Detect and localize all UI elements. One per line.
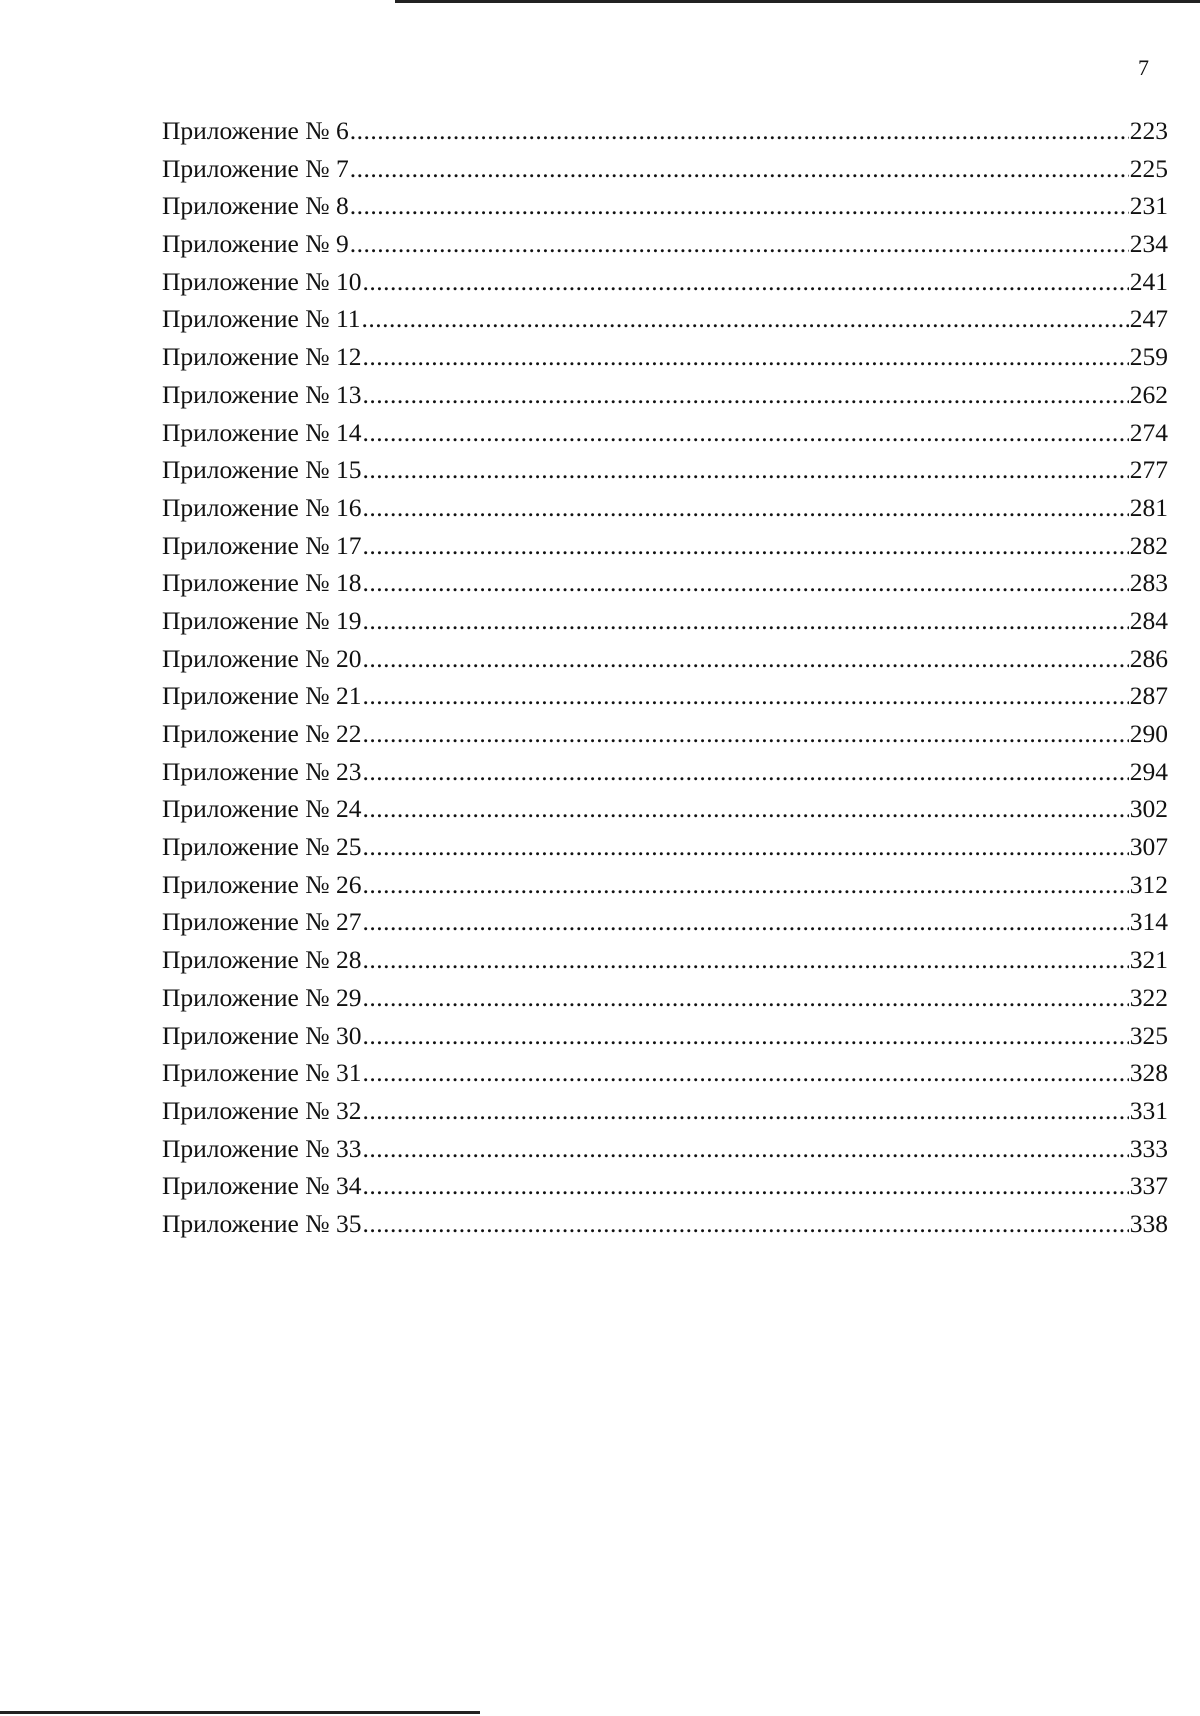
toc-dot-leader [362, 263, 1128, 301]
toc-entry [162, 225, 1168, 263]
toc-entry-label: Приложение № 19 [162, 605, 362, 635]
toc-entry [162, 602, 1168, 640]
toc-entry-label: Приложение № 16 [162, 492, 362, 522]
toc-entry [162, 828, 1168, 866]
toc-dot-leader [362, 489, 1128, 527]
toc-entry-page: 282 [1129, 530, 1168, 560]
toc-entry-label: Приложение № 22 [162, 719, 362, 748]
toc-dot-leader [362, 1167, 1128, 1205]
toc-entry [162, 1205, 1168, 1243]
toc-entry-label: Приложение № 20 [162, 643, 362, 673]
toc-entry-page: 338 [1129, 1208, 1168, 1238]
toc-entry-page: 328 [1129, 1058, 1168, 1088]
toc-entry-page: 259 [1129, 342, 1168, 372]
toc-entry-page: 281 [1129, 492, 1168, 522]
toc-entry-page: 314 [1129, 907, 1168, 937]
toc-entry-label: Приложение № 24 [162, 794, 362, 824]
toc-entry-page: 325 [1129, 1020, 1168, 1050]
toc-dot-leader [362, 866, 1128, 904]
toc-dot-leader [362, 979, 1128, 1017]
toc-entry [162, 866, 1168, 904]
toc-entry-page: 290 [1129, 719, 1168, 748]
toc-entry-page: 307 [1129, 832, 1168, 862]
toc-entry [162, 715, 1168, 753]
toc-entry-label: Приложение № 29 [162, 982, 362, 1012]
toc-entry-label: Приложение № 6 [162, 116, 349, 145]
toc-dot-leader [362, 828, 1128, 866]
toc-entry [162, 489, 1168, 527]
toc-entry [162, 1017, 1168, 1055]
toc-entry-page: 241 [1129, 266, 1168, 296]
toc-dot-leader [362, 338, 1128, 376]
toc-dot-leader [362, 1017, 1128, 1055]
toc-dot-leader [362, 1205, 1128, 1243]
toc-entry-page: 321 [1129, 945, 1168, 975]
toc-entry-page: 287 [1129, 681, 1168, 711]
toc-entry-page: 225 [1129, 153, 1168, 183]
toc-entry [162, 527, 1168, 565]
toc-entry-page: 312 [1129, 869, 1168, 899]
toc-entry-label: Приложение № 13 [162, 379, 362, 409]
toc-entry-page: 337 [1129, 1171, 1168, 1201]
toc-entry-label: Приложение № 9 [162, 229, 349, 259]
toc-entry-label: Приложение № 27 [162, 907, 362, 937]
toc-entry-page: 286 [1129, 643, 1168, 673]
toc-entry-page: 231 [1129, 191, 1168, 221]
toc-dot-leader [362, 640, 1128, 678]
toc-entry-label: Приложение № 12 [162, 342, 362, 372]
toc-entry-page: 234 [1129, 229, 1168, 259]
toc-entry [162, 1092, 1168, 1130]
toc-entry [162, 1130, 1168, 1168]
toc-entry-label: Приложение № 26 [162, 869, 362, 899]
toc-entry-page: 322 [1129, 982, 1168, 1012]
toc-dot-leader [350, 187, 1129, 225]
toc-entry [162, 112, 1168, 150]
toc-entry-page: 277 [1129, 455, 1168, 485]
toc-entry-label: Приложение № 30 [162, 1020, 362, 1050]
toc-entry [162, 979, 1168, 1017]
toc-entry [162, 187, 1168, 225]
toc-entry-label: Приложение № 17 [162, 530, 362, 560]
toc-dot-leader [362, 414, 1128, 452]
toc-dot-leader [362, 602, 1128, 640]
toc-dot-leader [362, 1054, 1128, 1092]
toc-entry-label: Приложение № 25 [162, 832, 362, 862]
toc-dot-leader [362, 527, 1128, 565]
toc-entry-label: Приложение № 18 [162, 568, 362, 598]
toc-entry-page: 274 [1129, 417, 1168, 447]
toc-entry-label: Приложение № 14 [162, 417, 362, 447]
toc-entry [162, 640, 1168, 678]
toc-entry-label: Приложение № 32 [162, 1095, 362, 1125]
toc-dot-leader [362, 715, 1128, 753]
toc-entry [162, 263, 1168, 301]
toc-dot-leader [362, 941, 1128, 979]
toc-dot-leader [350, 150, 1129, 188]
toc-entry [162, 338, 1168, 376]
toc-entry-label: Приложение № 23 [162, 756, 362, 786]
toc-entry-page: 294 [1129, 756, 1168, 786]
toc-dot-leader [362, 300, 1129, 338]
toc-entry [162, 790, 1168, 828]
toc-entry-label: Приложение № 33 [162, 1133, 362, 1163]
toc-dot-leader [362, 451, 1128, 489]
toc-entry-label: Приложение № 35 [162, 1208, 362, 1238]
toc-dot-leader [362, 790, 1128, 828]
toc-dot-leader [350, 112, 1129, 150]
toc-entry-label: Приложение № 28 [162, 945, 362, 975]
toc-entry [162, 300, 1168, 338]
toc-entry [162, 414, 1168, 452]
bottom-edge-rule [0, 1711, 480, 1714]
toc-dot-leader [362, 903, 1128, 941]
toc-entry-label: Приложение № 34 [162, 1171, 362, 1201]
toc-entry [162, 150, 1168, 188]
toc-entry-label: Приложение № 11 [162, 304, 361, 334]
toc-entry-label: Приложение № 8 [162, 191, 349, 221]
toc-entry-label: Приложение № 15 [162, 455, 362, 485]
toc-entry-page: 283 [1129, 568, 1168, 598]
toc-entry-label: Приложение № 21 [162, 681, 362, 711]
toc-entry-page: 333 [1129, 1133, 1168, 1163]
toc-entry-label: Приложение № 7 [162, 153, 349, 183]
toc-entry [162, 903, 1168, 941]
toc-entry-page: 262 [1129, 379, 1168, 409]
toc-entry-label: Приложение № 31 [162, 1058, 362, 1088]
toc-entry [162, 1167, 1168, 1205]
toc-entry [162, 753, 1168, 791]
top-edge-rule [395, 0, 1200, 3]
toc-entry-page: 247 [1129, 304, 1168, 334]
page-number: 7 [1138, 55, 1149, 80]
toc-entry-label: Приложение № 10 [162, 266, 362, 296]
toc-entry [162, 941, 1168, 979]
toc-dot-leader [362, 677, 1128, 715]
toc-entry [162, 677, 1168, 715]
table-of-contents [162, 112, 1168, 1243]
toc-entry-page: 331 [1129, 1095, 1168, 1125]
toc-dot-leader [362, 1092, 1128, 1130]
toc-entry [162, 1054, 1168, 1092]
toc-dot-leader [362, 376, 1128, 414]
toc-dot-leader [362, 1130, 1128, 1168]
toc-entry-page: 284 [1129, 605, 1168, 635]
toc-entry [162, 451, 1168, 489]
toc-dot-leader [350, 225, 1129, 263]
toc-entry-page: 223 [1129, 116, 1168, 145]
toc-entry-page: 302 [1129, 794, 1168, 824]
toc-dot-leader [362, 753, 1128, 791]
toc-dot-leader [362, 564, 1128, 602]
toc-entry [162, 564, 1168, 602]
toc-entry [162, 376, 1168, 414]
